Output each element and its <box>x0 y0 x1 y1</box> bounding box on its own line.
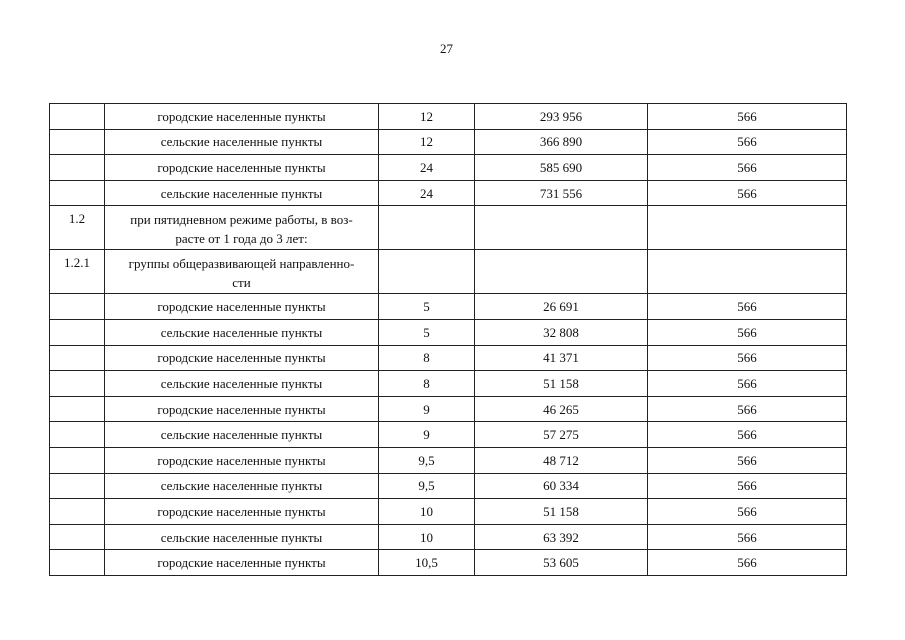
row-extra: 566 <box>648 447 847 473</box>
row-cost: 57 275 <box>475 422 648 448</box>
row-hours: 9,5 <box>379 473 475 499</box>
row-cost: 46 265 <box>475 396 648 422</box>
table-row-section <box>50 250 847 294</box>
row-extra: 566 <box>648 550 847 576</box>
row-extra: 566 <box>648 104 847 130</box>
row-number <box>50 524 105 550</box>
row-cost: 32 808 <box>475 319 648 345</box>
table-row <box>50 499 847 525</box>
row-hours: 12 <box>379 104 475 130</box>
table-row-section <box>50 206 847 250</box>
row-number <box>50 371 105 397</box>
table-row <box>50 319 847 345</box>
row-extra <box>648 250 847 294</box>
row-number <box>50 319 105 345</box>
row-cost: 53 605 <box>475 550 648 576</box>
row-number <box>50 104 105 130</box>
row-extra: 566 <box>648 155 847 181</box>
row-cost: 585 690 <box>475 155 648 181</box>
row-extra: 566 <box>648 473 847 499</box>
row-description-line: расте от 1 года до 3 лет: <box>175 231 308 247</box>
row-extra: 566 <box>648 396 847 422</box>
row-description: городские населенные пункты <box>105 155 379 181</box>
row-description-line: при пятидневном режиме работы, в воз- <box>130 212 353 228</box>
row-number <box>50 129 105 155</box>
row-cost: 293 956 <box>475 104 648 130</box>
row-extra: 566 <box>648 319 847 345</box>
row-description: сельские населенные пункты <box>105 180 379 206</box>
row-description: городские населенные пункты <box>105 294 379 320</box>
table-row <box>50 422 847 448</box>
row-extra: 566 <box>648 422 847 448</box>
row-extra: 566 <box>648 294 847 320</box>
row-number <box>50 155 105 181</box>
row-number <box>50 447 105 473</box>
row-number <box>50 550 105 576</box>
row-number <box>50 180 105 206</box>
row-cost: 41 371 <box>475 345 648 371</box>
row-hours: 10,5 <box>379 550 475 576</box>
row-description <box>105 206 379 250</box>
row-description <box>105 250 379 294</box>
row-number <box>50 422 105 448</box>
row-description: сельские населенные пункты <box>105 319 379 345</box>
row-description: городские населенные пункты <box>105 499 379 525</box>
table-row <box>50 550 847 576</box>
row-description: сельские населенные пункты <box>105 422 379 448</box>
row-extra: 566 <box>648 499 847 525</box>
row-description: сельские населенные пункты <box>105 371 379 397</box>
row-number <box>50 499 105 525</box>
row-cost: 51 158 <box>475 499 648 525</box>
table-row <box>50 129 847 155</box>
row-cost: 63 392 <box>475 524 648 550</box>
row-hours: 5 <box>379 294 475 320</box>
row-cost: 60 334 <box>475 473 648 499</box>
table-row <box>50 473 847 499</box>
row-description: городские населенные пункты <box>105 550 379 576</box>
table-row <box>50 104 847 130</box>
row-hours: 24 <box>379 155 475 181</box>
table-row <box>50 524 847 550</box>
table-row <box>50 396 847 422</box>
row-extra: 566 <box>648 524 847 550</box>
row-number: 1.2 <box>50 206 105 250</box>
row-description-line: сти <box>232 275 251 291</box>
row-hours: 5 <box>379 319 475 345</box>
table-row <box>50 294 847 320</box>
row-cost: 731 556 <box>475 180 648 206</box>
row-hours: 24 <box>379 180 475 206</box>
row-description: сельские населенные пункты <box>105 129 379 155</box>
table-row <box>50 371 847 397</box>
row-hours <box>379 206 475 250</box>
row-number <box>50 473 105 499</box>
table-row <box>50 155 847 181</box>
row-hours: 10 <box>379 499 475 525</box>
row-extra: 566 <box>648 371 847 397</box>
row-description: городские населенные пункты <box>105 396 379 422</box>
row-hours: 9 <box>379 396 475 422</box>
row-description: городские населенные пункты <box>105 345 379 371</box>
table-row <box>50 345 847 371</box>
row-description: городские населенные пункты <box>105 104 379 130</box>
row-description-line: группы общеразвивающей направленно- <box>128 256 355 272</box>
row-cost: 51 158 <box>475 371 648 397</box>
row-extra <box>648 206 847 250</box>
row-hours: 9,5 <box>379 447 475 473</box>
row-hours: 8 <box>379 371 475 397</box>
row-description: городские населенные пункты <box>105 447 379 473</box>
row-extra: 566 <box>648 180 847 206</box>
row-cost: 366 890 <box>475 129 648 155</box>
row-number: 1.2.1 <box>50 250 105 294</box>
table-row <box>50 180 847 206</box>
row-description: сельские населенные пункты <box>105 473 379 499</box>
row-number <box>50 396 105 422</box>
row-hours: 12 <box>379 129 475 155</box>
row-extra: 566 <box>648 129 847 155</box>
row-cost <box>475 206 648 250</box>
page-number: 27 <box>440 41 453 56</box>
row-number <box>50 294 105 320</box>
row-hours: 9 <box>379 422 475 448</box>
row-description: сельские населенные пункты <box>105 524 379 550</box>
row-hours: 10 <box>379 524 475 550</box>
row-number <box>50 345 105 371</box>
row-extra: 566 <box>648 345 847 371</box>
row-hours <box>379 250 475 294</box>
data-table <box>49 103 847 576</box>
row-cost <box>475 250 648 294</box>
row-cost: 26 691 <box>475 294 648 320</box>
row-cost: 48 712 <box>475 447 648 473</box>
table-row <box>50 447 847 473</box>
row-hours: 8 <box>379 345 475 371</box>
